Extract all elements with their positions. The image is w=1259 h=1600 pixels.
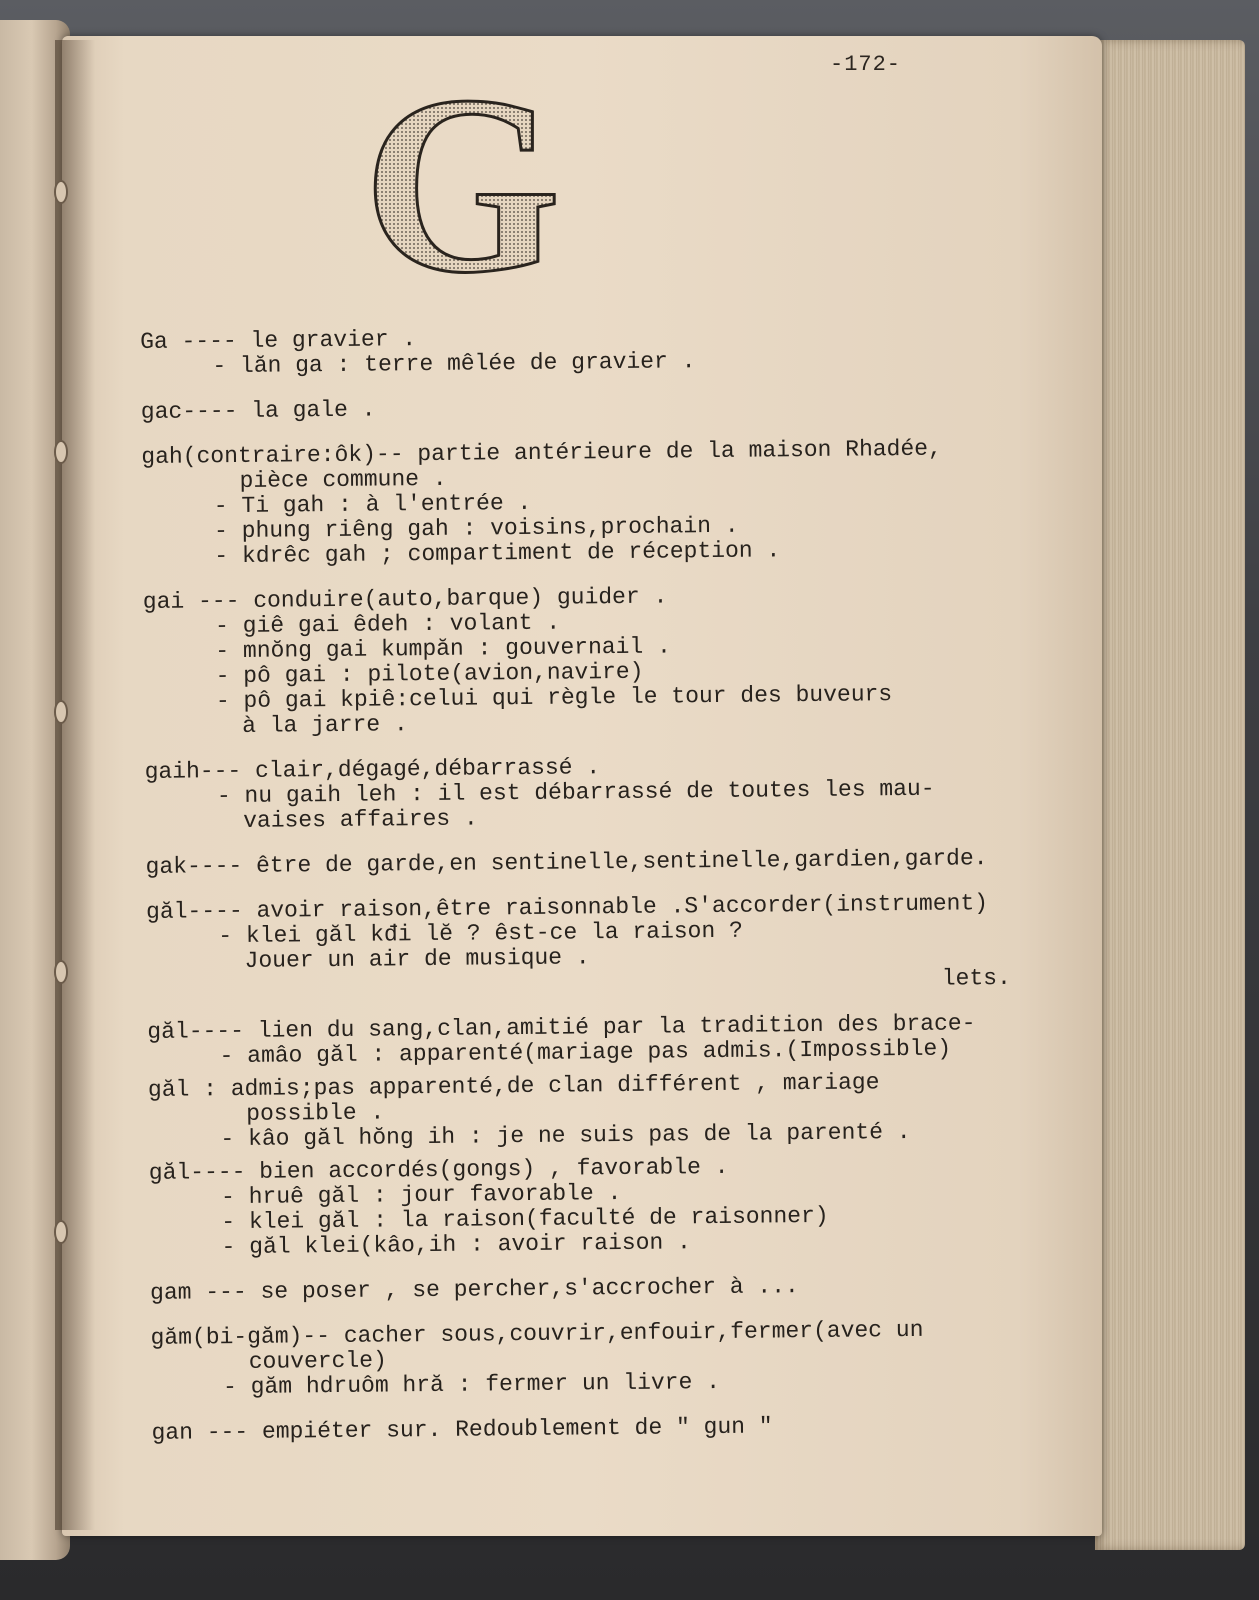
entry-text: être de garde,en sentinelle,sentinelle,gardien,garde. (255, 845, 988, 879)
entry-text: empiéter sur. Redoublement de " gun " (261, 1413, 773, 1445)
entry-first-line (141, 391, 1041, 425)
entry-text: - Ti gah : à l'entrée . (213, 489, 532, 520)
dictionary-entry (149, 1152, 1050, 1261)
entry-text: - kdrêc gah ; compartiment de réception . (214, 537, 781, 570)
headword: găl---- (147, 1017, 258, 1045)
dictionary-entry (150, 1272, 1050, 1306)
headword: găm(bi-găm)-- (150, 1322, 344, 1351)
dictionary-entries (140, 321, 1052, 1466)
entry-text: - nu gaih leh : il est débarrassé de toutes les mau- (216, 775, 935, 810)
dictionary-entry (147, 1011, 1047, 1070)
dictionary-entry (146, 891, 1047, 1000)
drop-cap-g (360, 66, 565, 281)
page-stack-edge (1095, 40, 1245, 1550)
entry-text: bien accordés(gongs) , favorable . (259, 1153, 729, 1185)
entry-text: lien du sang,clan,amitié par la tradition des brace- (257, 1010, 976, 1044)
page-number: -172- (830, 52, 902, 77)
entry-text: - mnŏng gai kumpăn : gouvernail . (215, 633, 671, 665)
entry-text: le gravier . (250, 326, 417, 354)
entry-text: - lăn ga : terre mêlée de gravier . (212, 348, 696, 380)
headword: gak---- (145, 852, 257, 880)
entry-text: admis;pas apparenté,de clan différent , mariage (230, 1069, 880, 1103)
entry-first-line (151, 1412, 1051, 1446)
dictionary-entry (148, 1069, 1049, 1153)
headword: găl---- (148, 1158, 260, 1186)
entry-first-line (150, 1272, 1050, 1306)
entry-text: - găm hdruôm hră : fermer un livre . (222, 1368, 721, 1401)
headword: gah(contraire:ôk)-- (141, 441, 418, 470)
dictionary-entry (140, 321, 1040, 380)
entry-text: couvercle) (248, 1347, 387, 1375)
entry-text: - pô gai kpiê:celui qui règle le tour des buveurs (215, 681, 893, 715)
entry-text: conduire(auto,barque) guider . (253, 583, 668, 614)
entry-text: - phung riêng gah : voisins,prochain . (213, 512, 739, 545)
entry-text: - găl klei(kâo,ih : avoir raison . (221, 1229, 692, 1261)
drop-cap-letter: G (362, 66, 562, 281)
entry-text: clair,dégagé,débarrassé . (254, 754, 601, 784)
entry-text: - klei găl kđi lĕ ? êst-ce la raison ? (218, 917, 743, 950)
entry-text: partie antérieure de la maison Rhadée, (417, 435, 942, 468)
dictionary-entry (145, 846, 1045, 880)
entry-text: à la jarre . (242, 711, 408, 739)
headword: gac---- (140, 397, 252, 425)
headword: gam --- (149, 1278, 261, 1306)
book-gutter (55, 40, 95, 1530)
entry-text: cacher sous,couvrir,enfouir,fermer(avec un (343, 1316, 924, 1349)
entry-first-line (145, 846, 1045, 880)
dictionary-entry (143, 581, 1045, 740)
entry-text: - klei găl : la raison(faculté de raisonner) (221, 1202, 829, 1236)
entry-text: Jouer un air de musique . (244, 944, 590, 974)
dictionary-entry (150, 1317, 1051, 1401)
entry-text: la gale . (251, 396, 376, 424)
entry-text: pièce commune . (239, 465, 447, 494)
entry-text: se poser , se percher,s'accrocher à ... (260, 1273, 799, 1305)
entry-text: - pô gai : pilote(avion,navire) (215, 658, 644, 690)
entry-text: - hruê găl : jour favorable . (220, 1180, 622, 1211)
entry-text: - amâo găl : apparenté(mariage pas admis.(Impossible) (219, 1035, 952, 1070)
entry-text: lets. (941, 964, 1011, 992)
dictionary-entry (151, 1412, 1051, 1446)
dictionary-entry (145, 751, 1046, 835)
entry-text: avoir raison,être raisonnable .S'accorder(instrument) (256, 890, 989, 924)
headword: Ga ---- (139, 327, 251, 355)
dictionary-entry (141, 391, 1041, 425)
entry-text: vaises affaires . (243, 805, 478, 834)
entry-text: - kâo găl hŏng ih : je ne suis pas de la parenté . (220, 1118, 911, 1153)
headword: gan --- (151, 1418, 263, 1446)
entry-text: possible . (246, 1099, 385, 1127)
dictionary-entry (141, 436, 1042, 570)
headword: gaih--- (144, 757, 256, 785)
entry-text: - giê gai êdeh : volant . (214, 609, 561, 640)
headword: găl---- (145, 897, 257, 925)
headword: găl : (147, 1076, 231, 1103)
headword: gai --- (142, 587, 254, 615)
